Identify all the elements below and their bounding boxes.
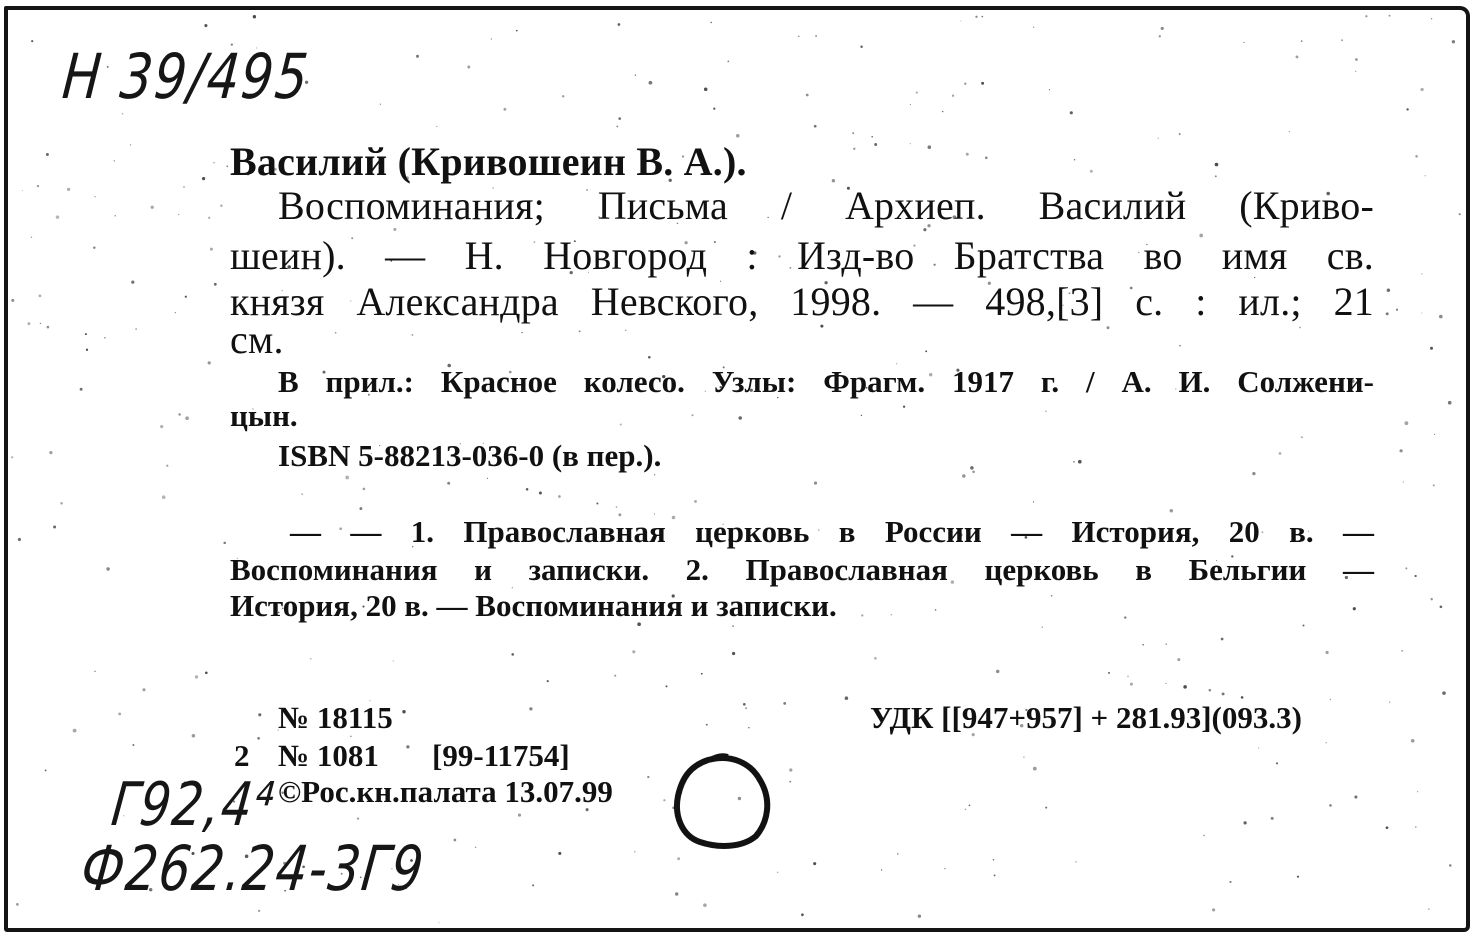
- card-number-2: № 1081: [278, 738, 379, 773]
- title-line-3: князя Александра Невского, 1998. — 498,[3] с. : ил.; 21: [230, 279, 1374, 324]
- handwritten-code-line2: Ф262.24-3Г9: [77, 832, 429, 905]
- copy-count: 2: [234, 738, 250, 773]
- title-line-1: Воспоминания; Письма / Архиеп. Василий (Криво-: [278, 183, 1374, 228]
- subject-line-1: — — 1. Православная церковь в России — История, 20 в. —: [290, 514, 1374, 549]
- subject-line-2: Воспоминания и записки. 2. Православная церковь в Бельгии —: [230, 552, 1374, 587]
- title-line-4: см.: [230, 317, 284, 362]
- catalog-card: [4, 6, 1470, 932]
- handwritten-code-line1: Г92,4⁴: [108, 770, 279, 840]
- copyright-line: ©Рос.кн.палата 13.07.99: [278, 774, 613, 809]
- author-heading: Василий (Кривошеин В. А.).: [230, 139, 747, 184]
- handwritten-shelfmark: Н 39/495: [59, 40, 313, 113]
- subject-line-3: История, 20 в. — Воспоминания и записки.: [230, 588, 837, 623]
- title-line-2: шеин). — Н. Новгород : Изд-во Братства во имя св.: [230, 233, 1374, 278]
- isbn-line: ISBN 5-88213-036-0 (в пер.).: [278, 438, 662, 473]
- udc-code: УДК [[947+957] + 281.93](093.3): [870, 700, 1302, 735]
- registration-number: [99-11754]: [432, 738, 570, 773]
- note-line-1: В прил.: Красное колесо. Узлы: Фрагм. 1917 г. / А. И. Солжени-: [278, 364, 1374, 399]
- hand-drawn-circle-mark: [668, 752, 778, 852]
- note-line-2: цын.: [230, 398, 298, 433]
- card-number: № 18115: [278, 700, 393, 735]
